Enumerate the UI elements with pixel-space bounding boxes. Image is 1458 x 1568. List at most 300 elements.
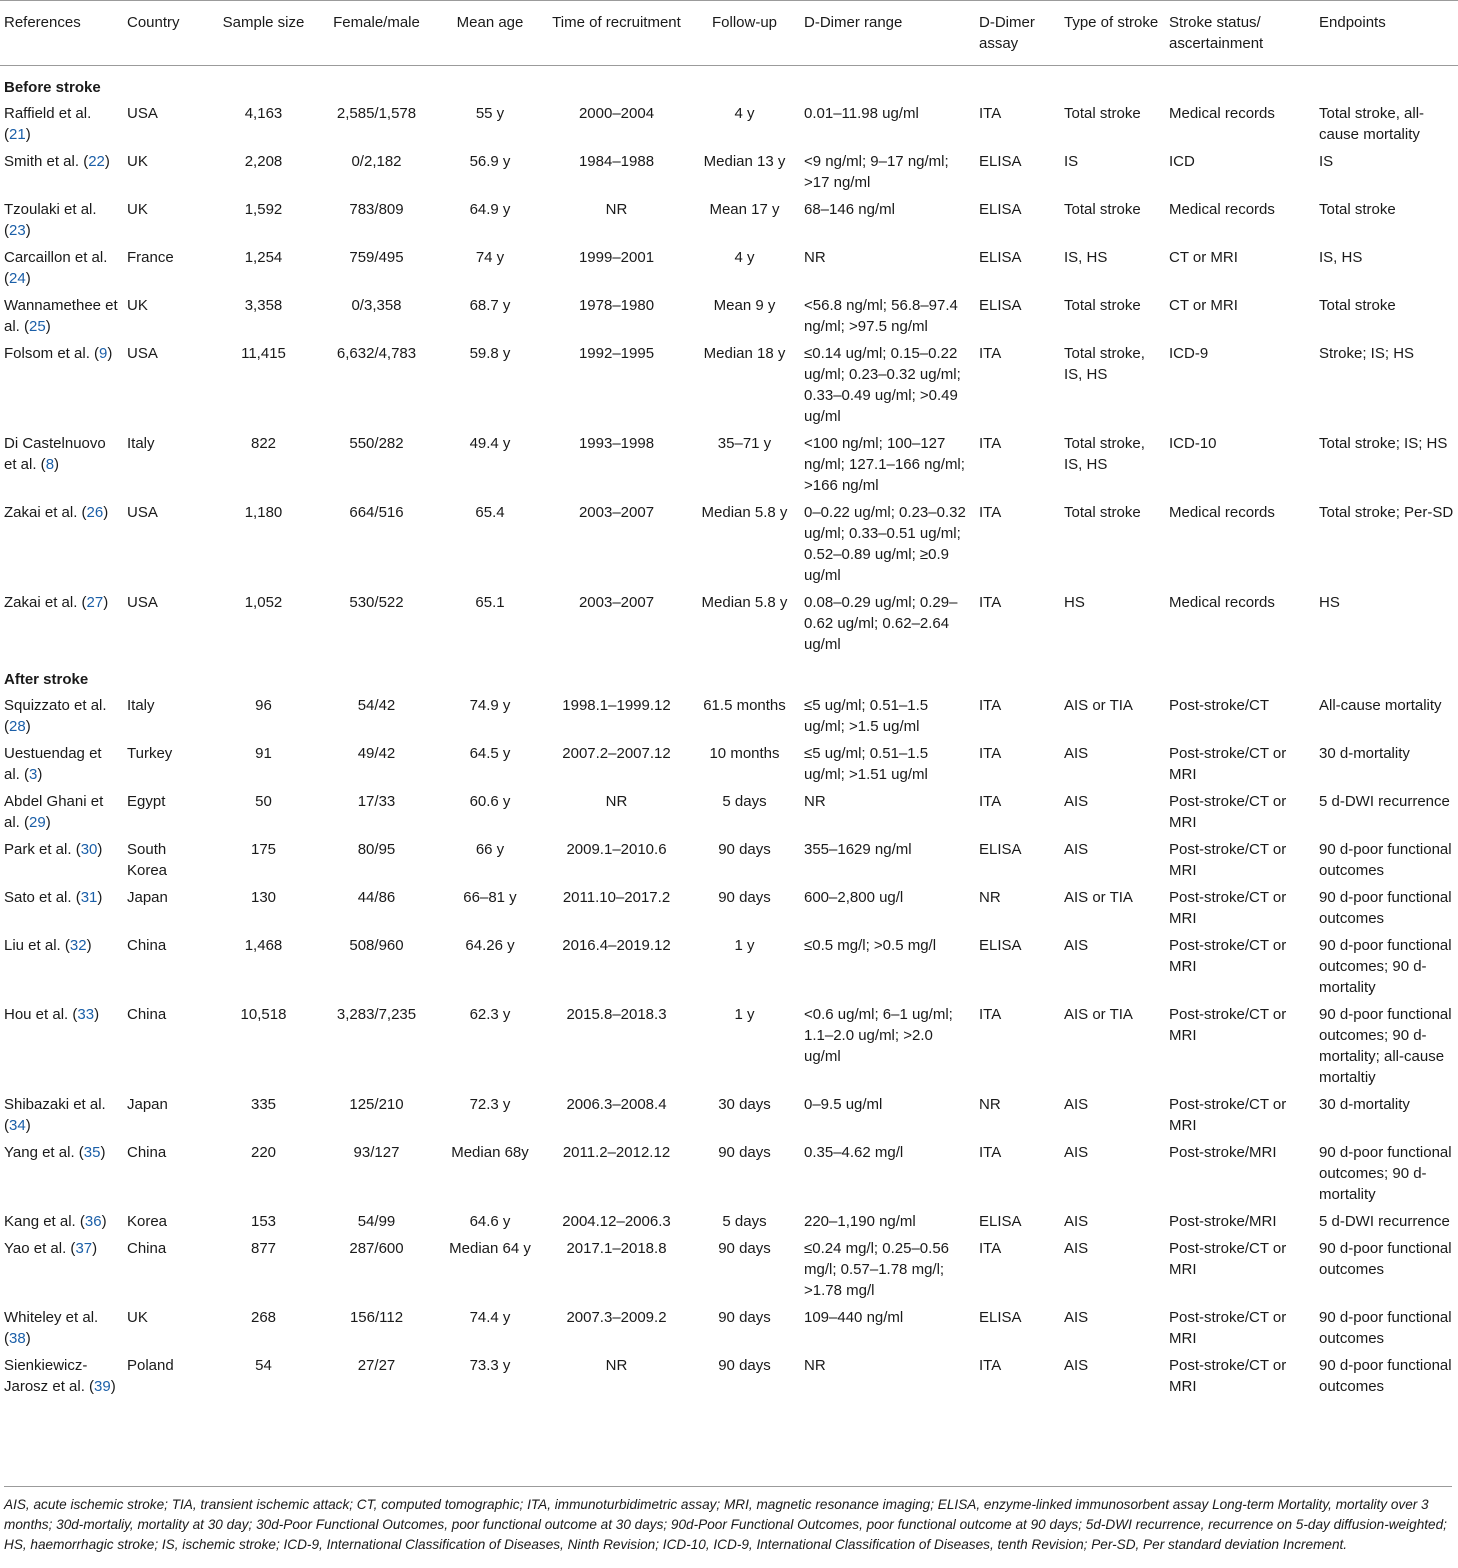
table-cell: 90 d-poor functional outcomes: [1319, 1357, 1452, 1395]
table-cell: 0/2,182: [351, 153, 402, 170]
table-row: [0, 430, 1458, 499]
table-cell: Total stroke, IS, HS: [1064, 435, 1145, 473]
reference-cell: [0, 100, 123, 148]
table-cell: 5 d-DWI recurrence: [1319, 793, 1450, 810]
table-cell: 2,585/1,578: [336, 105, 417, 122]
table-cell: Median 18 y: [703, 345, 786, 362]
table-cell: 759/495: [349, 249, 404, 266]
table-cell: 27/27: [357, 1357, 396, 1374]
table-cell: 2003–2007: [578, 594, 655, 611]
reference-number-link[interactable]: 9: [99, 345, 108, 362]
table-cell: AIS or TIA: [1064, 1006, 1133, 1023]
reference-number-link[interactable]: 33: [77, 1006, 95, 1023]
reference-number-link[interactable]: 32: [69, 937, 87, 954]
table-cell: 0.08–0.29 ug/ml; 0.29–0.62 ug/ml; 0.62–2.64 ug/ml: [804, 594, 958, 653]
table-cell: UK: [127, 1309, 148, 1326]
table-cell: 59.8 y: [469, 345, 511, 362]
table-cell: 1,592: [244, 201, 283, 218]
table-cell: ITA: [979, 105, 1002, 122]
table-cell: Post-stroke/CT: [1169, 697, 1270, 714]
table-cell: 355–1629 ng/ml: [804, 841, 912, 858]
reference-author: Uestuendag et al. (: [4, 745, 102, 783]
table-cell: Poland: [127, 1357, 174, 1374]
reference-number-link[interactable]: 29: [29, 814, 46, 831]
table-cell: 220–1,190 ng/ml: [804, 1213, 916, 1230]
column-header: Follow-up: [689, 1, 800, 66]
table-cell: 220: [250, 1144, 277, 1161]
reference-close: ): [94, 1006, 100, 1023]
table-cell: ITA: [979, 745, 1002, 762]
table-cell: China: [127, 1144, 167, 1161]
table-cell: ITA: [979, 345, 1002, 362]
table-cell: AIS: [1064, 793, 1089, 810]
table-cell: 175: [250, 841, 277, 858]
table-cell: Japan: [127, 1096, 168, 1113]
reference-cell: [0, 884, 123, 932]
reference-author: Carcaillon et al. (: [4, 249, 108, 287]
table-cell: China: [127, 1240, 167, 1257]
table-cell: 2007.3–2009.2: [566, 1309, 667, 1326]
reference-close: ): [100, 1144, 106, 1161]
table-cell: 50: [255, 793, 272, 810]
table-cell: Post-stroke/CT or MRI: [1169, 937, 1287, 975]
reference-number-link[interactable]: 28: [9, 718, 26, 735]
column-header: Mean age: [436, 1, 544, 66]
table-cell: 72.3 y: [469, 1096, 511, 1113]
table-cell: 17/33: [357, 793, 396, 810]
reference-author: Liu et al. (: [4, 937, 70, 954]
table-cell: ITA: [979, 793, 1002, 810]
table-row: [0, 932, 1458, 1001]
table-cell: 4 y: [734, 249, 755, 266]
table-cell: ≤5 ug/ml; 0.51–1.5 ug/ml; >1.51 ug/ml: [804, 745, 929, 783]
table-cell: 90 days: [718, 1144, 771, 1161]
reference-close: ): [101, 1213, 107, 1230]
reference-number-link[interactable]: 3: [29, 766, 38, 783]
reference-author: Yao et al. (: [4, 1240, 76, 1257]
reference-cell: [0, 292, 123, 340]
table-cell: 30 days: [718, 1096, 771, 1113]
reference-close: ): [25, 126, 31, 143]
reference-author: Whiteley et al. (: [4, 1309, 99, 1347]
column-header: Stroke status/ ascertainment: [1165, 1, 1315, 66]
column-header: References: [0, 1, 123, 66]
table-row: [0, 788, 1458, 836]
table-cell: Total stroke, all-cause mortality: [1319, 105, 1425, 143]
section-header-row: [0, 658, 1458, 692]
reference-cell: [0, 1139, 123, 1208]
reference-close: ): [103, 504, 109, 521]
table-cell: Korea: [127, 1213, 168, 1230]
reference-cell: [0, 740, 123, 788]
table-cell: 1,052: [244, 594, 283, 611]
table-cell: Mean 9 y: [713, 297, 776, 314]
table-cell: 1,180: [244, 504, 283, 521]
reference-close: ): [25, 1117, 31, 1134]
reference-close: ): [97, 889, 103, 906]
table-cell: 2009.1–2010.6: [566, 841, 667, 858]
table-cell: USA: [127, 345, 158, 362]
table-cell: UK: [127, 201, 148, 218]
table-cell: 0.01–11.98 ug/ml: [804, 105, 919, 122]
table-cell: 550/282: [349, 435, 404, 452]
table-cell: Japan: [127, 889, 168, 906]
reference-number-link[interactable]: 36: [84, 1213, 102, 1230]
table-cell: Post-stroke/CT or MRI: [1169, 889, 1287, 927]
table-cell: AIS or TIA: [1064, 889, 1133, 906]
table-cell: 80/95: [357, 841, 396, 858]
table-cell: 11,415: [241, 345, 286, 362]
reference-cell: [0, 836, 123, 884]
table-cell: 90 d-poor functional outcomes: [1319, 1240, 1452, 1278]
table-cell: ITA: [979, 1006, 1002, 1023]
reference-number-link[interactable]: 35: [83, 1144, 101, 1161]
table-cell: 5 d-DWI recurrence: [1319, 1213, 1450, 1230]
table-cell: 54/99: [357, 1213, 396, 1230]
reference-number-link[interactable]: 8: [45, 456, 55, 473]
table-cell: 2011.2–2012.12: [562, 1144, 671, 1161]
table-cell: USA: [127, 594, 158, 611]
table-cell: 64.9 y: [469, 201, 511, 218]
table-cell: ITA: [979, 594, 1002, 611]
reference-number-link[interactable]: 34: [9, 1117, 26, 1134]
reference-close: ): [45, 318, 51, 335]
reference-number-link[interactable]: 39: [94, 1378, 111, 1395]
table-cell: NR: [605, 1357, 628, 1374]
reference-cell: [0, 1001, 123, 1091]
table-row: [0, 196, 1458, 244]
table-cell: CT or MRI: [1169, 297, 1238, 314]
table-cell: ITA: [979, 435, 1002, 452]
table-cell: 287/600: [349, 1240, 404, 1257]
table-cell: ≤0.24 mg/l; 0.25–0.56 mg/l; 0.57–1.78 mg/l; >1.78 mg/l: [804, 1240, 949, 1299]
table-row: [0, 100, 1458, 148]
table-cell: 90 d-poor functional outcomes: [1319, 841, 1452, 879]
table-cell: 90 d-poor functional outcomes; 90 d-mortality: [1319, 1144, 1452, 1203]
reference-cell: [0, 692, 123, 740]
table-cell: 73.3 y: [469, 1357, 511, 1374]
reference-cell: [0, 244, 123, 292]
table-cell: AIS: [1064, 745, 1089, 762]
table-cell: 153: [250, 1213, 277, 1230]
table-cell: 4,163: [244, 105, 283, 122]
column-header: Type of stroke: [1060, 1, 1165, 66]
table-cell: ITA: [979, 1240, 1002, 1257]
table-cell: Total stroke: [1319, 297, 1396, 314]
table-footnote: AIS, acute ischemic stroke; TIA, transient ischemic attack; CT, computed tomographic; ITA, immunoturbidimetric assay; MRI, magnetic resonance imaging; ELISA, enzyme-linked immunosorbent assay Long-term Mortality, mortality over 3 months; 30d-mortaliy, mortality at 30 day; 30d-Poor Functional Outcomes, poor functional outcome at 30 days; 90d-Poor Functional Outcomes, poor functional outcome at 90 days; 5d-DWI recurrence, recurrence on 5-day diffusion-weighted; HS, haemorrhagic stroke; IS, ischemic stroke; ICD-9, International Classification of Diseases, Ninth Revision; ICD-10, ICD-9, International Classification of Diseases, tenth Revision; Per-SD, Per standard deviation Increment.: [4, 1486, 1452, 1555]
table-cell: ITA: [979, 697, 1002, 714]
table-row: [0, 740, 1458, 788]
table-cell: 2007.2–2007.12: [562, 745, 671, 762]
table-cell: Medical records: [1169, 594, 1275, 611]
table-cell: Egypt: [127, 793, 166, 810]
reference-author: Sienkiewicz-Jarosz et al. (: [4, 1357, 95, 1395]
table-cell: 68.7 y: [469, 297, 511, 314]
reference-author: Zakai et al. (: [4, 594, 87, 611]
reference-close: ): [110, 1378, 116, 1395]
table-cell: 54: [255, 1357, 272, 1374]
table-cell: 2017.1–2018.8: [566, 1240, 667, 1257]
reference-number-link[interactable]: 30: [80, 841, 98, 858]
table-cell: ELISA: [979, 1309, 1022, 1326]
table-cell: 1984–1988: [578, 153, 655, 170]
reference-cell: [0, 788, 123, 836]
table-cell: All-cause mortality: [1319, 697, 1442, 714]
column-header: Endpoints: [1315, 1, 1458, 66]
reference-author: Folsom et al. (: [4, 345, 100, 362]
table-row: [0, 884, 1458, 932]
table-cell: AIS: [1064, 1357, 1089, 1374]
table-cell: HS: [1064, 594, 1085, 611]
table-row: [0, 340, 1458, 430]
table-body: [0, 66, 1458, 1401]
table-cell: 90 days: [718, 1357, 771, 1374]
table-cell: Total stroke; Per-SD: [1319, 504, 1454, 521]
section-header-row: [0, 66, 1458, 101]
table-cell: AIS: [1064, 1240, 1089, 1257]
table-cell: 65.4: [475, 504, 505, 521]
table-cell: 0–0.22 ug/ml; 0.23–0.32 ug/ml; 0.33–0.51 ug/ml; 0.52–0.89 ug/ml; ≥0.9 ug/ml: [804, 504, 966, 584]
table-cell: Total stroke, IS, HS: [1064, 345, 1145, 383]
table-cell: Medical records: [1169, 504, 1275, 521]
reference-close: ): [25, 718, 31, 735]
table-cell: Medical records: [1169, 105, 1275, 122]
table-cell: Post-stroke/MRI: [1169, 1144, 1277, 1161]
table-cell: 2003–2007: [578, 504, 655, 521]
reference-number-link[interactable]: 24: [9, 270, 26, 287]
table-cell: 65.1: [475, 594, 505, 611]
reference-close: ): [97, 841, 103, 858]
table-cell: 90 d-poor functional outcomes; 90 d-mortality: [1319, 937, 1452, 996]
table-cell: 64.5 y: [469, 745, 511, 762]
reference-cell: [0, 1208, 123, 1235]
reference-author: Sato et al. (: [4, 889, 81, 906]
table-cell: UK: [127, 153, 148, 170]
table-cell: 2015.8–2018.3: [566, 1006, 667, 1023]
table-cell: ELISA: [979, 937, 1022, 954]
table-cell: 3,283/7,235: [336, 1006, 417, 1023]
table-cell: Total stroke: [1064, 201, 1141, 218]
table-cell: Median 68y: [451, 1144, 529, 1161]
table-row: [0, 1139, 1458, 1208]
reference-number-link[interactable]: 27: [86, 594, 104, 611]
section-label: After stroke: [4, 671, 89, 688]
table-cell: ≤0.5 mg/l; >0.5 mg/l: [804, 937, 937, 954]
reference-close: ): [54, 456, 60, 473]
table-row: [0, 836, 1458, 884]
table-cell: Total stroke: [1064, 105, 1141, 122]
table-cell: <100 ng/ml; 100–127 ng/ml; 127.1–166 ng/ml; >166 ng/ml: [804, 435, 965, 494]
reference-author: Squizzato et al. (: [4, 697, 107, 735]
table-header-row: [0, 1, 1458, 66]
reference-number-link[interactable]: 38: [9, 1330, 26, 1347]
section-label: Before stroke: [4, 79, 101, 96]
table-cell: 600–2,800 ug/l: [804, 889, 904, 906]
table-cell: ELISA: [979, 153, 1022, 170]
reference-number-link[interactable]: 25: [29, 318, 46, 335]
table-cell: ICD: [1169, 153, 1195, 170]
table-cell: Post-stroke/CT or MRI: [1169, 1357, 1287, 1395]
table-cell: 335: [250, 1096, 277, 1113]
table-cell: NR: [979, 1096, 1001, 1113]
reference-cell: [0, 932, 123, 1001]
table-cell: NR: [804, 249, 826, 266]
reference-author: Zakai et al. (: [4, 504, 87, 521]
table-cell: AIS: [1064, 1309, 1089, 1326]
table-row: [0, 292, 1458, 340]
table-row: [0, 692, 1458, 740]
table-cell: 91: [255, 745, 272, 762]
table-cell: ELISA: [979, 249, 1022, 266]
table-cell: AIS: [1064, 1213, 1089, 1230]
table-cell: 90 d-poor functional outcomes; 90 d-mortality; all-cause mortaltiy: [1319, 1006, 1452, 1086]
table-cell: ELISA: [979, 841, 1022, 858]
table-cell: 783/809: [349, 201, 404, 218]
table-cell: 90 d-poor functional outcomes: [1319, 889, 1452, 927]
reference-cell: [0, 148, 123, 196]
table-cell: Post-stroke/CT or MRI: [1169, 793, 1287, 831]
column-header: D-Dimer range: [800, 1, 975, 66]
reference-author: Park et al. (: [4, 841, 81, 858]
reference-author: Shibazaki et al. (: [4, 1096, 106, 1134]
table-cell: NR: [979, 889, 1001, 906]
reference-close: ): [25, 270, 31, 287]
table-cell: 1978–1980: [578, 297, 655, 314]
table-cell: ELISA: [979, 1213, 1022, 1230]
table-cell: 2,208: [244, 153, 283, 170]
table-cell: 1,254: [244, 249, 283, 266]
table-cell: AIS: [1064, 841, 1089, 858]
table-cell: 1998.1–1999.12: [562, 697, 671, 714]
reference-cell: [0, 1304, 123, 1352]
reference-number-link[interactable]: 37: [75, 1240, 93, 1257]
table-cell: 30 d-mortality: [1319, 1096, 1410, 1113]
table-cell: Post-stroke/CT or MRI: [1169, 1309, 1287, 1347]
table-cell: 93/127: [353, 1144, 400, 1161]
table-cell: 6,632/4,783: [336, 345, 417, 362]
table-cell: 74.4 y: [469, 1309, 511, 1326]
reference-author: Wannamethee et al. (: [4, 297, 118, 335]
table-cell: AIS: [1064, 1096, 1089, 1113]
table-cell: IS, HS: [1064, 249, 1108, 266]
table-cell: ≤0.14 ug/ml; 0.15–0.22 ug/ml; 0.23–0.32 ug/ml; 0.33–0.49 ug/ml; >0.49 ug/ml: [804, 345, 961, 425]
table-cell: ITA: [979, 1144, 1002, 1161]
reference-author: Abdel Ghani et al. (: [4, 793, 104, 831]
table-cell: Post-stroke/MRI: [1169, 1213, 1277, 1230]
reference-cell: [0, 589, 123, 658]
table-cell: UK: [127, 297, 148, 314]
table-row: [0, 1304, 1458, 1352]
table-cell: 66–81 y: [463, 889, 517, 906]
reference-close: ): [37, 766, 43, 783]
table-cell: 1,468: [244, 937, 283, 954]
reference-author: Hou et al. (: [4, 1006, 78, 1023]
table-cell: 1999–2001: [578, 249, 655, 266]
column-header: D-Dimer assay: [975, 1, 1060, 66]
table-cell: Total stroke: [1319, 201, 1396, 218]
reference-number-link[interactable]: 31: [80, 889, 98, 906]
table-cell: Mean 17 y: [709, 201, 780, 218]
table-cell: Italy: [127, 435, 155, 452]
table-cell: 4 y: [734, 105, 755, 122]
table-cell: IS: [1064, 153, 1079, 170]
table-cell: IS: [1319, 153, 1334, 170]
table-cell: Total stroke: [1064, 504, 1141, 521]
reference-author: Yang et al. (: [4, 1144, 84, 1161]
table-cell: ≤5 ug/ml; 0.51–1.5 ug/ml; >1.5 ug/ml: [804, 697, 929, 735]
column-header: Sample size: [210, 1, 317, 66]
table-cell: 2006.3–2008.4: [566, 1096, 667, 1113]
reference-number-link[interactable]: 26: [86, 504, 104, 521]
table-cell: 2004.12–2006.3: [562, 1213, 671, 1230]
reference-number-link[interactable]: 22: [88, 153, 105, 170]
table-cell: <0.6 ug/ml; 6–1 ug/ml; 1.1–2.0 ug/ml; >2.0 ug/ml: [804, 1006, 953, 1065]
column-header: Time of recruitment: [544, 1, 689, 66]
table-cell: 508/960: [349, 937, 404, 954]
table-row: [0, 1091, 1458, 1139]
reference-number-link[interactable]: 21: [9, 126, 26, 143]
reference-number-link[interactable]: 23: [9, 222, 26, 239]
table-cell: 64.26 y: [465, 937, 515, 954]
reference-close: ): [86, 937, 92, 954]
reference-cell: [0, 1352, 123, 1400]
table-cell: 10,518: [240, 1006, 287, 1023]
table-cell: 125/210: [349, 1096, 404, 1113]
reference-cell: [0, 499, 123, 589]
table-cell: HS: [1319, 594, 1340, 611]
table-cell: Post-stroke/CT or MRI: [1169, 1240, 1287, 1278]
reference-close: ): [107, 345, 113, 362]
table-cell: 0/3,358: [351, 297, 402, 314]
table-cell: 56.9 y: [469, 153, 511, 170]
table-cell: 90 days: [718, 841, 771, 858]
table-cell: 109–440 ng/ml: [804, 1309, 904, 1326]
reference-cell: [0, 430, 123, 499]
table-cell: 35–71 y: [717, 435, 772, 452]
table-cell: France: [127, 249, 174, 266]
table-row: [0, 148, 1458, 196]
table-cell: 54/42: [357, 697, 396, 714]
table-cell: Italy: [127, 697, 155, 714]
table-cell: 156/112: [349, 1309, 404, 1326]
table-row: [0, 1208, 1458, 1235]
table-cell: 1 y: [734, 1006, 755, 1023]
table-cell: USA: [127, 504, 158, 521]
table-cell: 1 y: [734, 937, 755, 954]
table-row: [0, 499, 1458, 589]
table-cell: 49.4 y: [469, 435, 511, 452]
table-cell: 0–9.5 ug/ml: [804, 1096, 883, 1113]
table-cell: 90 days: [718, 1240, 771, 1257]
table-cell: 55 y: [475, 105, 505, 122]
table-cell: NR: [605, 793, 628, 810]
table-cell: 2000–2004: [578, 105, 655, 122]
table-cell: AIS: [1064, 937, 1089, 954]
table-cell: Median 5.8 y: [701, 504, 788, 521]
table-cell: <56.8 ng/ml; 56.8–97.4 ng/ml; >97.5 ng/ml: [804, 297, 958, 335]
table-cell: 74.9 y: [469, 697, 511, 714]
column-header: Female/male: [317, 1, 436, 66]
reference-author: Raffield et al. (: [4, 105, 92, 143]
table-cell: 44/86: [357, 889, 396, 906]
reference-author: Tzoulaki et al. (: [4, 201, 97, 239]
table-cell: ICD-10: [1169, 435, 1217, 452]
table-cell: 2016.4–2019.12: [562, 937, 671, 954]
table-row: [0, 244, 1458, 292]
table-cell: 5 days: [722, 1213, 767, 1230]
table-cell: 0.35–4.62 mg/l: [804, 1144, 904, 1161]
table-cell: 62.3 y: [469, 1006, 511, 1023]
